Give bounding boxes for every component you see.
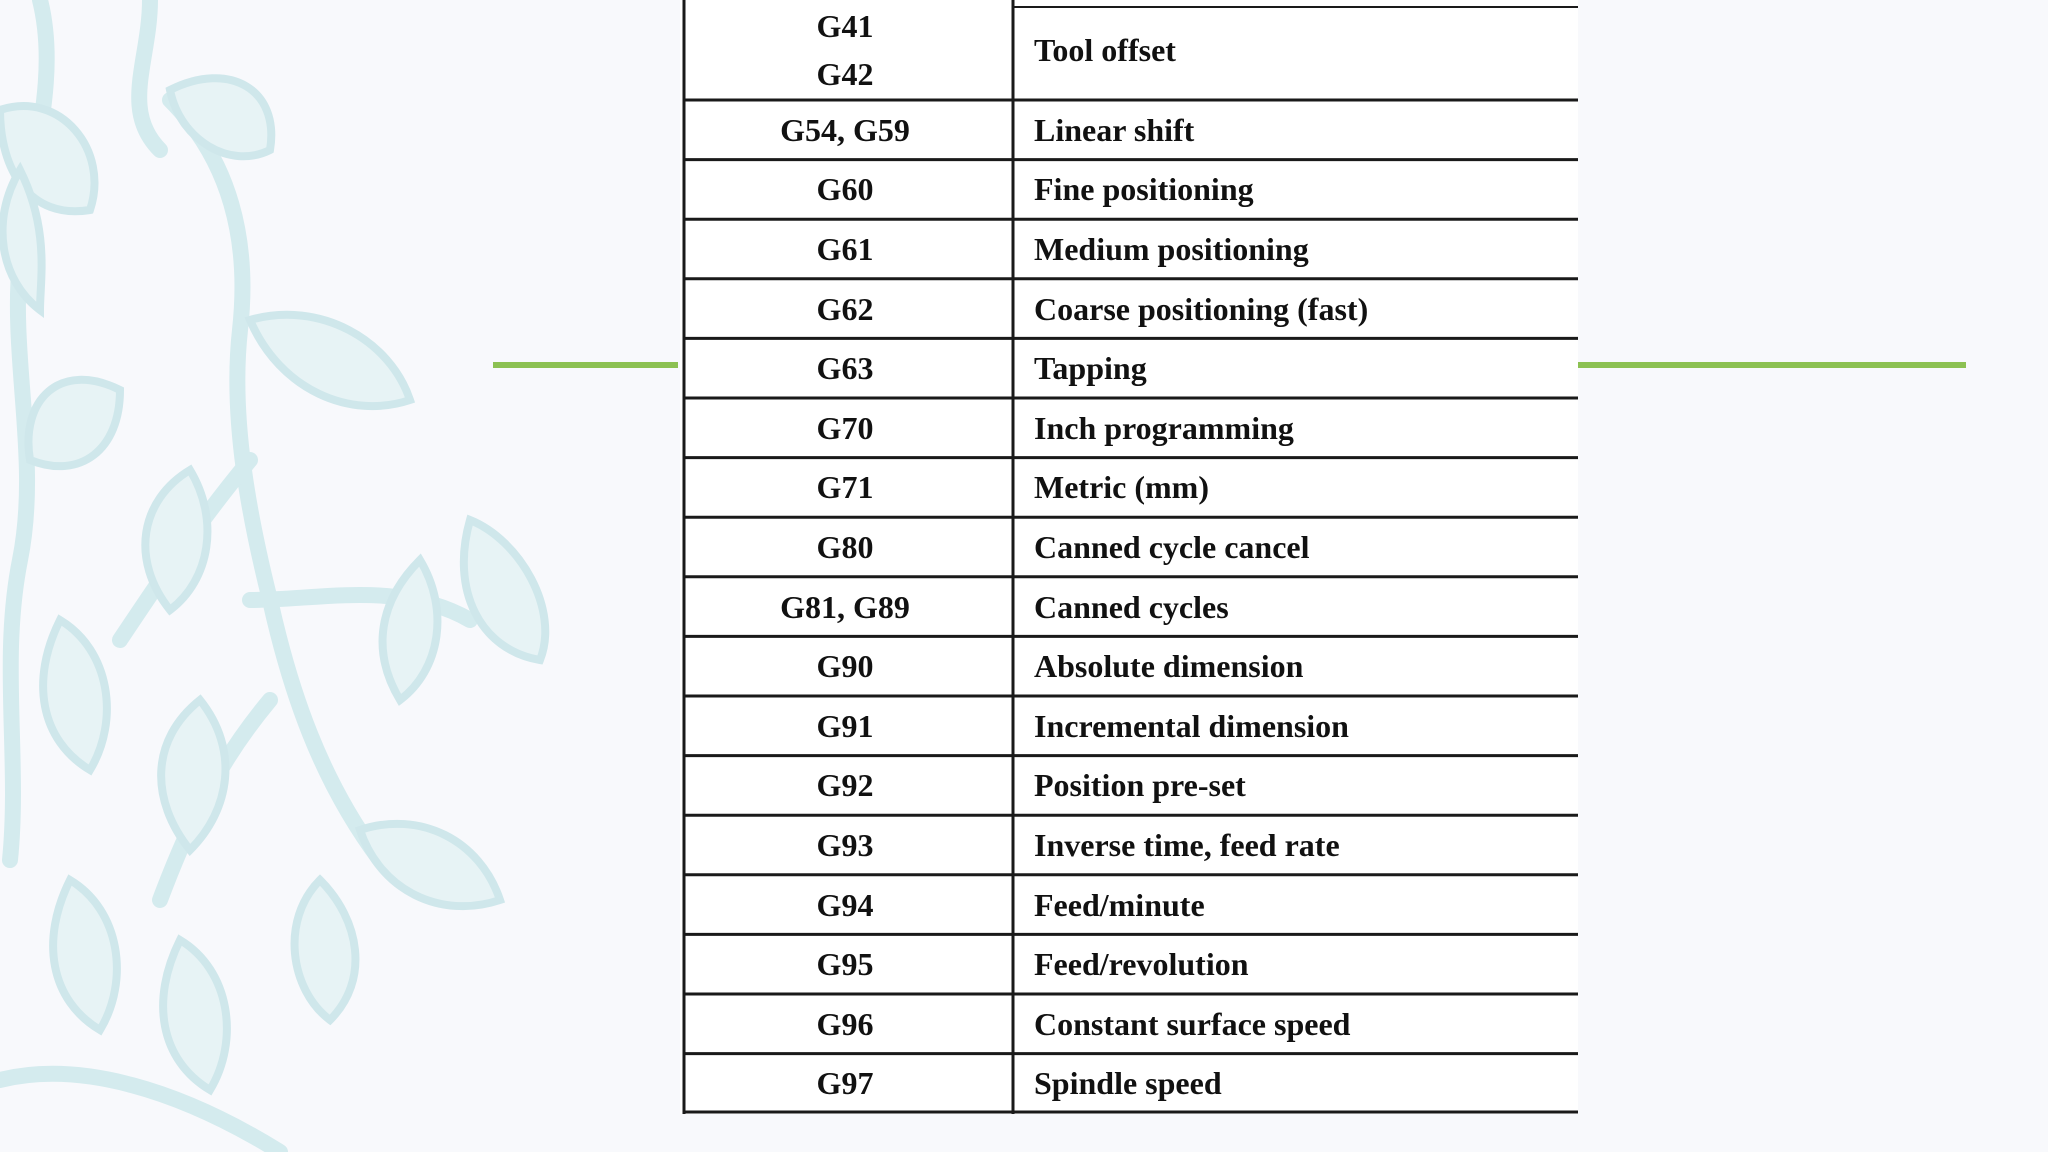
table-row	[680, 934, 1578, 994]
table-row	[680, 458, 1578, 518]
table-row	[680, 398, 1578, 458]
description-cell: Linear shift	[1034, 111, 1195, 148]
table-row	[680, 756, 1578, 816]
accent-line-right	[1578, 362, 1966, 368]
g-code-cell: G70	[816, 409, 874, 446]
description-cell: Tapping	[1034, 350, 1147, 387]
g-code-cell: G96	[816, 1005, 874, 1042]
description-cell: Medium positioning	[1034, 230, 1309, 267]
g-code-cell: G61	[816, 230, 874, 267]
table-row	[680, 636, 1578, 696]
description-cell: Metric (mm)	[1034, 469, 1209, 506]
description-cell: Tool offset	[1034, 32, 1176, 68]
table-row	[680, 1054, 1578, 1114]
g-code-cell: G42	[816, 56, 874, 92]
table-row	[680, 577, 1578, 637]
description-cell: Inverse time, feed rate	[1034, 826, 1340, 863]
g-code-cell: G71	[816, 469, 874, 506]
g-code-table	[680, 0, 1578, 1114]
g-code-cell: G90	[816, 648, 874, 685]
table-row	[680, 100, 1578, 160]
description-cell: Feed/minute	[1034, 886, 1205, 923]
description-cell: Coarse positioning (fast)	[1034, 290, 1369, 327]
g-code-cell: G94	[816, 886, 874, 923]
table-row	[680, 160, 1578, 220]
table-row	[680, 279, 1578, 339]
g-code-cell: G95	[816, 946, 874, 983]
g-code-cell: G54, G59	[780, 111, 910, 148]
description-cell: Position pre-set	[1034, 767, 1246, 804]
table-row	[680, 517, 1578, 577]
description-cell: Canned cycle cancel	[1034, 528, 1310, 565]
g-code-cell: G60	[816, 171, 874, 208]
g-code-cell: G97	[816, 1065, 874, 1102]
table-row	[680, 338, 1578, 398]
description-cell: Canned cycles	[1034, 588, 1229, 625]
description-cell: Incremental dimension	[1034, 707, 1349, 744]
accent-line-left	[493, 362, 678, 368]
table-row	[680, 875, 1578, 935]
g-code-cell: G93	[816, 826, 874, 863]
description-cell: Absolute dimension	[1034, 648, 1304, 685]
g-code-cell: G62	[816, 290, 874, 327]
table-row	[680, 219, 1578, 279]
g-code-cell: G81, G89	[780, 588, 910, 625]
table-row	[680, 994, 1578, 1054]
g-code-cell: G91	[816, 707, 874, 744]
description-cell: Fine positioning	[1034, 171, 1254, 208]
table-row	[680, 815, 1578, 875]
description-cell: Inch programming	[1034, 409, 1294, 446]
g-code-cell: G41	[816, 8, 874, 44]
description-cell: Spindle speed	[1034, 1065, 1222, 1102]
table-row	[680, 0, 1578, 100]
description-cell: Feed/revolution	[1034, 946, 1249, 983]
table-row	[680, 696, 1578, 756]
description-cell: Constant surface speed	[1034, 1005, 1351, 1042]
g-code-cell: G80	[816, 528, 874, 565]
g-code-cell: G92	[816, 767, 874, 804]
leafy-vine-icon	[0, 0, 660, 1152]
g-code-cell: G63	[816, 350, 874, 387]
